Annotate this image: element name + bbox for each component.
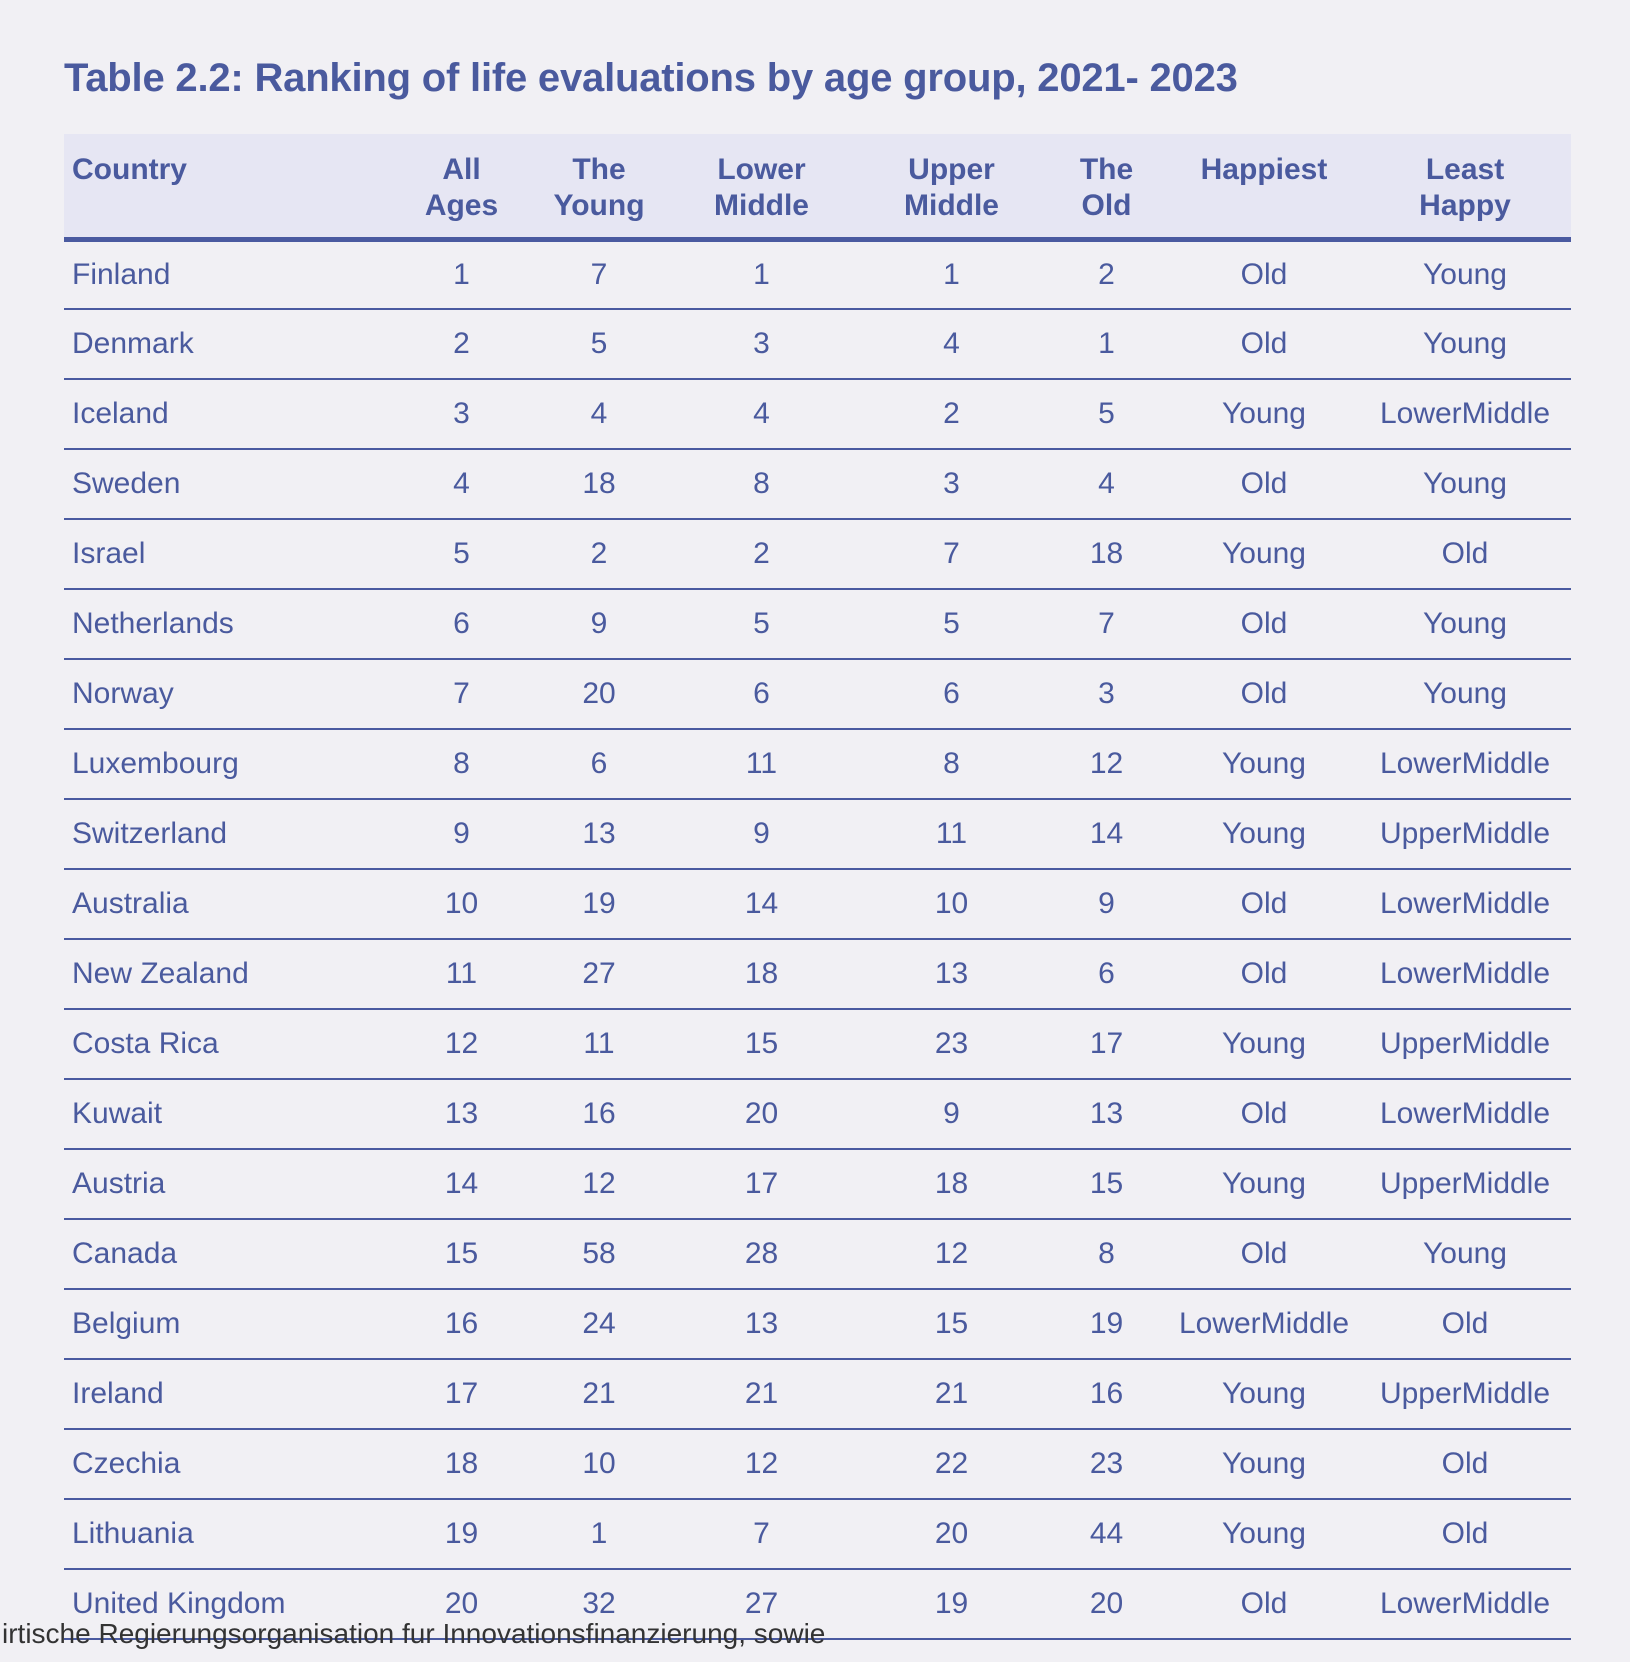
cell-all-ages: 19 [389,1499,534,1569]
cell-upper-middle: 18 [859,1149,1044,1219]
column-header-line: Middle [714,189,809,222]
cell-upper-middle: 9 [859,1079,1044,1149]
cell-upper-middle: 3 [859,449,1044,519]
cell-all-ages: 11 [389,939,534,1009]
cell-old: 19 [1044,1289,1169,1359]
column-header-line: Lower [717,153,806,186]
cell-country: Finland [64,239,389,309]
cell-least-happy: LowerMiddle [1359,939,1571,1009]
cell-least-happy: Young [1359,659,1571,729]
cell-happiest: Old [1169,239,1359,309]
table-row [64,659,1571,729]
cell-lower-middle: 20 [664,1079,859,1149]
table-row [64,1149,1571,1219]
cell-lower-middle: 13 [664,1289,859,1359]
table-row [64,1079,1571,1149]
column-header-line: Country [72,153,187,186]
cell-all-ages: 13 [389,1079,534,1149]
cell-old: 5 [1044,379,1169,449]
cell-happiest: Young [1169,519,1359,589]
cell-old: 4 [1044,449,1169,519]
ranking-table-container [64,134,1571,1640]
cell-happiest: Young [1169,1009,1359,1079]
table-row [64,1429,1571,1499]
cell-lower-middle: 18 [664,939,859,1009]
cell-all-ages: 8 [389,729,534,799]
cell-lower-middle: 28 [664,1219,859,1289]
cell-young: 12 [534,1149,664,1219]
cell-young: 58 [534,1219,664,1289]
cell-happiest: Old [1169,449,1359,519]
table-row [64,309,1571,379]
cell-young: 9 [534,589,664,659]
cell-young: 11 [534,1009,664,1079]
cell-least-happy: Young [1359,1219,1571,1289]
cell-lower-middle: 14 [664,869,859,939]
cell-lower-middle: 11 [664,729,859,799]
column-header-all-ages [389,134,534,239]
cell-happiest: Young [1169,1429,1359,1499]
cell-country: Sweden [64,449,389,519]
cell-country: Costa Rica [64,1009,389,1079]
cell-country: Iceland [64,379,389,449]
cell-happiest: Old [1169,1079,1359,1149]
cell-least-happy: LowerMiddle [1359,869,1571,939]
cell-all-ages: 14 [389,1149,534,1219]
cell-least-happy: UpperMiddle [1359,1009,1571,1079]
table-row [64,449,1571,519]
table-header-row [64,134,1571,239]
cell-upper-middle: 15 [859,1289,1044,1359]
cell-all-ages: 15 [389,1219,534,1289]
cell-old: 15 [1044,1149,1169,1219]
cell-country: New Zealand [64,939,389,1009]
column-header-old [1044,134,1169,239]
cell-least-happy: Old [1359,1289,1571,1359]
cell-young: 10 [534,1429,664,1499]
cell-upper-middle: 19 [859,1569,1044,1639]
cell-lower-middle: 2 [664,519,859,589]
cell-happiest: Old [1169,1219,1359,1289]
cell-least-happy: Old [1359,1499,1571,1569]
table-row [64,1009,1571,1079]
table-row [64,519,1571,589]
cell-happiest: Young [1169,729,1359,799]
cell-young: 32 [534,1569,664,1639]
cell-lower-middle: 4 [664,379,859,449]
cell-all-ages: 2 [389,309,534,379]
cell-old: 13 [1044,1079,1169,1149]
cell-young: 19 [534,869,664,939]
cell-upper-middle: 2 [859,379,1044,449]
cell-upper-middle: 22 [859,1429,1044,1499]
cell-young: 5 [534,309,664,379]
cell-lower-middle: 3 [664,309,859,379]
cell-least-happy: UpperMiddle [1359,1149,1571,1219]
cell-country: Netherlands [64,589,389,659]
cell-happiest: LowerMiddle [1169,1289,1359,1359]
cell-upper-middle: 20 [859,1499,1044,1569]
cell-old: 20 [1044,1569,1169,1639]
table-row [64,939,1571,1009]
cell-old: 17 [1044,1009,1169,1079]
column-header-happiest [1169,134,1359,239]
cell-old: 14 [1044,799,1169,869]
cell-upper-middle: 4 [859,309,1044,379]
cell-lower-middle: 9 [664,799,859,869]
cell-all-ages: 12 [389,1009,534,1079]
column-header-line: Happy [1419,189,1511,222]
cell-upper-middle: 13 [859,939,1044,1009]
cell-all-ages: 1 [389,239,534,309]
cell-least-happy: LowerMiddle [1359,1079,1571,1149]
cell-upper-middle: 11 [859,799,1044,869]
cell-happiest: Young [1169,799,1359,869]
cell-least-happy: LowerMiddle [1359,379,1571,449]
column-header-line: Middle [904,189,999,222]
cell-old: 3 [1044,659,1169,729]
cell-lower-middle: 27 [664,1569,859,1639]
cell-upper-middle: 12 [859,1219,1044,1289]
cell-happiest: Old [1169,659,1359,729]
cell-old: 7 [1044,589,1169,659]
cell-all-ages: 6 [389,589,534,659]
cell-all-ages: 20 [389,1569,534,1639]
cell-lower-middle: 15 [664,1009,859,1079]
cell-happiest: Old [1169,869,1359,939]
table-title: Table 2.2: Ranking of life evaluations by age group, 2021- 2023 [64,56,1238,100]
cell-old: 6 [1044,939,1169,1009]
table-body [64,239,1571,1639]
column-header-line: Upper [908,153,995,186]
table-row [64,379,1571,449]
column-header-least-happy [1359,134,1571,239]
cell-upper-middle: 1 [859,239,1044,309]
cell-lower-middle: 6 [664,659,859,729]
cell-upper-middle: 5 [859,589,1044,659]
cell-all-ages: 16 [389,1289,534,1359]
cell-least-happy: Young [1359,239,1571,309]
cell-country: Denmark [64,309,389,379]
cell-young: 16 [534,1079,664,1149]
cell-country: Lithuania [64,1499,389,1569]
cell-happiest: Old [1169,939,1359,1009]
cell-least-happy: Old [1359,519,1571,589]
table-row [64,799,1571,869]
cell-least-happy: Young [1359,309,1571,379]
table-row [64,239,1571,309]
cell-happiest: Young [1169,1499,1359,1569]
cell-happiest: Old [1169,1569,1359,1639]
cell-lower-middle: 7 [664,1499,859,1569]
cell-old: 44 [1044,1499,1169,1569]
cell-all-ages: 17 [389,1359,534,1429]
cell-country: Canada [64,1219,389,1289]
column-header-line: The [1079,153,1134,186]
overlapping-text-fragment: irtische Regierungsorganisation fur Innovationsfinanzierung, sowie [2,1618,826,1649]
cell-least-happy: Young [1359,449,1571,519]
cell-country: Norway [64,659,389,729]
table-row [64,729,1571,799]
cell-country: Kuwait [64,1079,389,1149]
cell-all-ages: 5 [389,519,534,589]
cell-upper-middle: 23 [859,1009,1044,1079]
cell-young: 2 [534,519,664,589]
table-row [64,1219,1571,1289]
cell-lower-middle: 21 [664,1359,859,1429]
column-header-young [534,134,664,239]
cell-happiest: Old [1169,589,1359,659]
ranking-table [64,134,1571,1640]
cell-old: 1 [1044,309,1169,379]
column-header-line: All [442,153,481,186]
column-header-line: Least [1425,153,1505,186]
cell-young: 21 [534,1359,664,1429]
cell-young: 27 [534,939,664,1009]
cell-upper-middle: 10 [859,869,1044,939]
cell-country: Israel [64,519,389,589]
cell-country: United Kingdom [64,1569,389,1639]
cell-country: Ireland [64,1359,389,1429]
table-row [64,1289,1571,1359]
cell-old: 8 [1044,1219,1169,1289]
column-header-line: The [572,153,626,186]
cell-all-ages: 18 [389,1429,534,1499]
column-header-line: Happiest [1200,153,1328,186]
cell-country: Australia [64,869,389,939]
cell-all-ages: 4 [389,449,534,519]
cell-young: 13 [534,799,664,869]
cell-old: 16 [1044,1359,1169,1429]
cell-upper-middle: 21 [859,1359,1044,1429]
cell-upper-middle: 8 [859,729,1044,799]
cell-happiest: Young [1169,379,1359,449]
table-row [64,869,1571,939]
cell-old: 9 [1044,869,1169,939]
cell-happiest: Young [1169,1359,1359,1429]
column-header-line: Old [1081,189,1132,222]
cell-country: Luxembourg [64,729,389,799]
cell-country: Czechia [64,1429,389,1499]
cell-old: 23 [1044,1429,1169,1499]
cell-all-ages: 10 [389,869,534,939]
cell-young: 20 [534,659,664,729]
cell-country: Switzerland [64,799,389,869]
cell-lower-middle: 12 [664,1429,859,1499]
cell-upper-middle: 6 [859,659,1044,729]
cell-young: 7 [534,239,664,309]
column-header-line: Young [553,189,645,222]
cell-all-ages: 3 [389,379,534,449]
cell-least-happy: UpperMiddle [1359,799,1571,869]
cell-young: 24 [534,1289,664,1359]
cell-young: 1 [534,1499,664,1569]
cell-least-happy: Young [1359,589,1571,659]
cell-happiest: Old [1169,309,1359,379]
cell-young: 6 [534,729,664,799]
cell-young: 4 [534,379,664,449]
column-header-lower-middle [664,134,859,239]
cell-all-ages: 7 [389,659,534,729]
cell-old: 12 [1044,729,1169,799]
cell-least-happy: LowerMiddle [1359,729,1571,799]
cell-least-happy: UpperMiddle [1359,1359,1571,1429]
cell-country: Belgium [64,1289,389,1359]
cell-least-happy: Old [1359,1429,1571,1499]
cell-old: 2 [1044,239,1169,309]
column-header-upper-middle [859,134,1044,239]
cell-lower-middle: 17 [664,1149,859,1219]
cell-young: 18 [534,449,664,519]
table-row [64,1359,1571,1429]
cell-lower-middle: 8 [664,449,859,519]
column-header-country [64,134,389,239]
cell-least-happy: LowerMiddle [1359,1569,1571,1639]
table-row [64,589,1571,659]
cell-upper-middle: 7 [859,519,1044,589]
cell-country: Austria [64,1149,389,1219]
table-row [64,1499,1571,1569]
cell-lower-middle: 1 [664,239,859,309]
cell-old: 18 [1044,519,1169,589]
cell-all-ages: 9 [389,799,534,869]
cell-happiest: Young [1169,1149,1359,1219]
cell-lower-middle: 5 [664,589,859,659]
column-header-line: Ages [424,189,499,222]
